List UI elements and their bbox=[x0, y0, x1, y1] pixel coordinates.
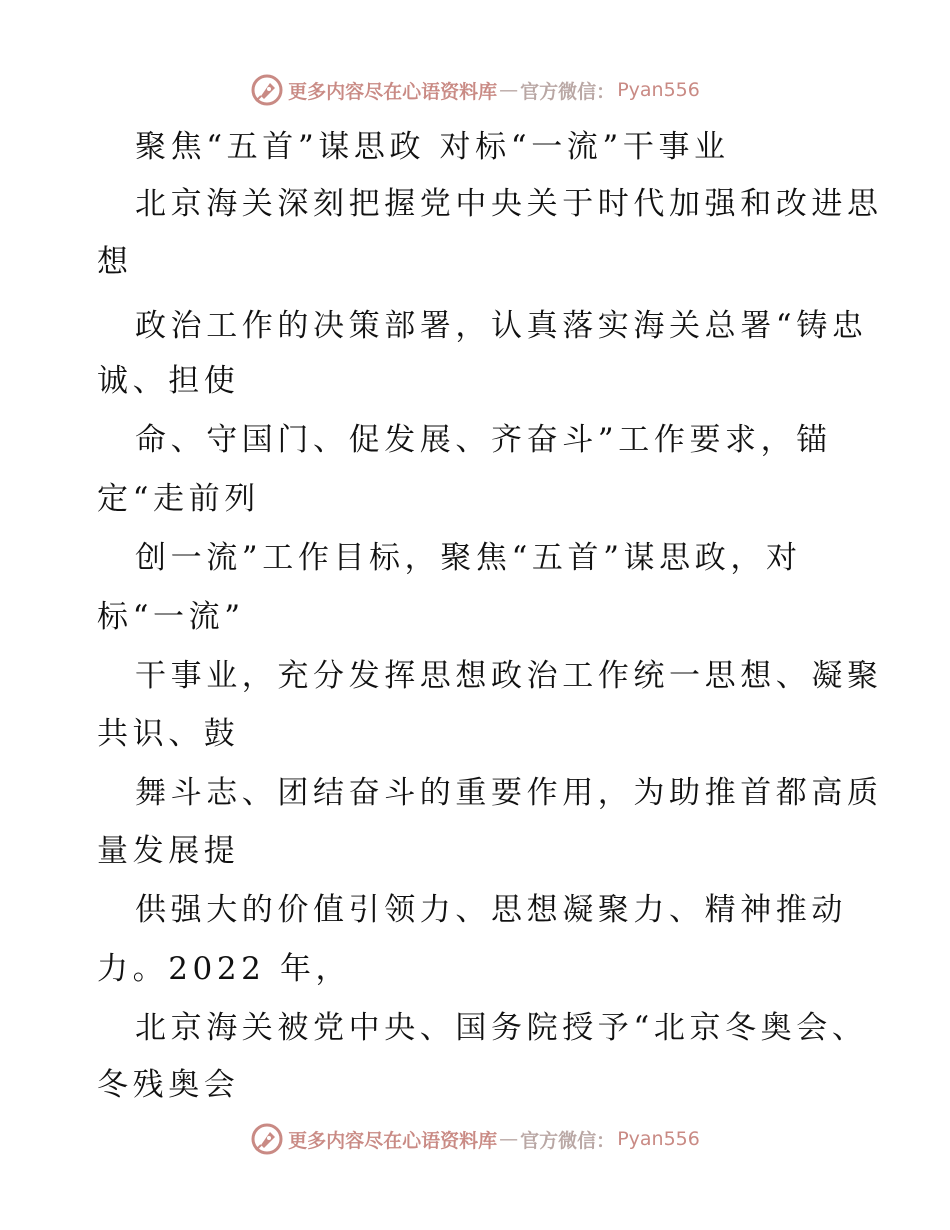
watermark-wechat-label: 官方微信： bbox=[520, 80, 616, 103]
paragraph-line: 北京海关深刻把握党中央关于时代加强和改进思 bbox=[135, 186, 883, 222]
footer-watermark bbox=[0, 1119, 950, 1159]
paragraph-line: 干事业，充分发挥思想政治工作统一思想、凝聚 bbox=[135, 658, 883, 694]
paragraph-line: 量发展提 bbox=[97, 833, 240, 869]
document-title: 聚焦“五首”谋思政 对标“一流”干事业 bbox=[135, 129, 730, 165]
paragraph-line: 共识、鼓 bbox=[97, 716, 240, 752]
paragraph-line: 诚、担使 bbox=[97, 363, 240, 399]
paragraph-line: 想 bbox=[97, 244, 133, 280]
watermark-dash: — bbox=[499, 79, 519, 101]
watermark-main-text: 更多内容尽在心语资料库 bbox=[288, 1129, 498, 1152]
pen-nib-icon bbox=[250, 73, 284, 107]
paragraph-line: 力。2022 年， bbox=[97, 951, 352, 987]
paragraph-line: 政治工作的决策部署，认真落实海关总署“铸忠 bbox=[135, 308, 868, 344]
paragraph-line: 供强大的价值引领力、思想凝聚力、精神推动 bbox=[135, 892, 847, 928]
paragraph-line: 标“一流” bbox=[97, 599, 245, 635]
paragraph-line: 创一流”工作目标，聚焦“五首”谋思政，对 bbox=[135, 540, 802, 576]
watermark-wechat-id: Pyan556 bbox=[617, 1128, 700, 1150]
watermark-wechat-id: Pyan556 bbox=[617, 79, 700, 101]
paragraph-line: 冬残奥会 bbox=[97, 1067, 240, 1103]
watermark-main-text: 更多内容尽在心语资料库 bbox=[288, 80, 498, 103]
watermark-wechat-label: 官方微信： bbox=[520, 1129, 616, 1152]
paragraph-line: 舞斗志、团结奋斗的重要作用，为助推首都高质 bbox=[135, 775, 883, 811]
paragraph-line: 定“走前列 bbox=[97, 481, 260, 517]
watermark-dash: — bbox=[499, 1128, 519, 1150]
paragraph-line: 北京海关被党中央、国务院授予“北京冬奥会、 bbox=[135, 1010, 868, 1046]
paragraph-line: 命、守国门、促发展、齐奋斗”工作要求，锚 bbox=[135, 422, 832, 458]
header-watermark bbox=[0, 70, 950, 110]
pen-nib-icon bbox=[250, 1122, 284, 1156]
